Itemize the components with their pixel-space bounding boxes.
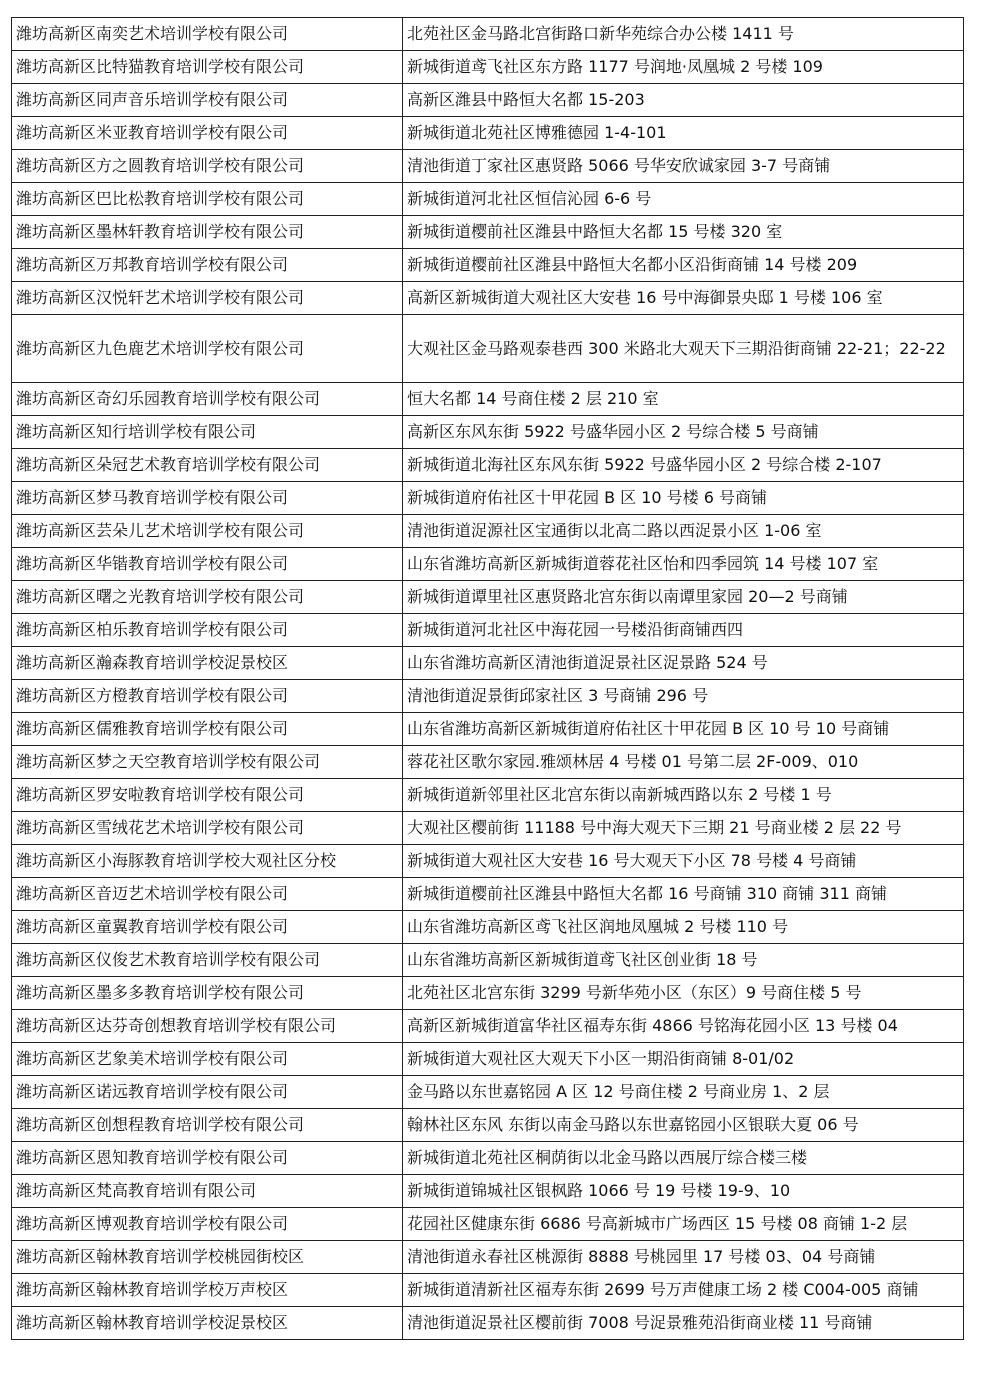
table-row — [12, 614, 964, 647]
school-name-cell: 潍坊高新区芸朵儿艺术培训学校有限公司 — [12, 515, 403, 548]
school-address-cell: 新城街道北苑社区博雅德园 1-4-101 — [403, 117, 964, 150]
table-row — [12, 548, 964, 581]
school-address-cell: 新城街道鸢飞社区东方路 1177 号润地·凤凰城 2 号楼 109 — [403, 51, 964, 84]
school-name-cell: 潍坊高新区小海豚教育培训学校大观社区分校 — [12, 845, 403, 878]
school-address-cell: 清池街道永春社区桃源街 8888 号桃园里 17 号楼 03、04 号商铺 — [403, 1241, 964, 1274]
school-name-cell: 潍坊高新区翰林教育培训学校浞景校区 — [12, 1307, 403, 1340]
school-name-cell: 潍坊高新区梵高教育培训有限公司 — [12, 1175, 403, 1208]
school-address-cell: 高新区潍县中路恒大名都 15-203 — [403, 84, 964, 117]
table-row — [12, 1274, 964, 1307]
table-row — [12, 18, 964, 51]
school-address-cell: 清池街道丁家社区惠贤路 5066 号华安欣诚家园 3-7 号商铺 — [403, 150, 964, 183]
school-name-cell: 潍坊高新区达芬奇创想教育培训学校有限公司 — [12, 1010, 403, 1043]
table-row — [12, 1175, 964, 1208]
school-address-cell: 新城街道樱前社区潍县中路恒大名都 15 号楼 320 室 — [403, 216, 964, 249]
table-row — [12, 1307, 964, 1340]
table-row — [12, 1010, 964, 1043]
school-address-cell: 新城街道新邻里社区北宫东街以南新城西路以东 2 号楼 1 号 — [403, 779, 964, 812]
school-address-cell: 新城街道河北社区恒信沁园 6-6 号 — [403, 183, 964, 216]
school-address-cell: 新城街道樱前社区潍县中路恒大名都 16 号商铺 310 商铺 311 商铺 — [403, 878, 964, 911]
school-name-cell: 潍坊高新区雪绒花艺术培训学校有限公司 — [12, 812, 403, 845]
school-address-cell: 新城街道北苑社区桐荫街以北金马路以西展厅综合楼三楼 — [403, 1142, 964, 1175]
school-address-cell: 新城街道大观社区大观天下小区一期沿街商铺 8-01/02 — [403, 1043, 964, 1076]
school-name-cell: 潍坊高新区南奕艺术培训学校有限公司 — [12, 18, 403, 51]
table-row — [12, 944, 964, 977]
table-row — [12, 1241, 964, 1274]
school-name-cell: 潍坊高新区米亚教育培训学校有限公司 — [12, 117, 403, 150]
school-name-cell: 潍坊高新区博观教育培训学校有限公司 — [12, 1208, 403, 1241]
school-address-cell: 新城街道河北社区中海花园一号楼沿街商铺西四 — [403, 614, 964, 647]
school-name-cell: 潍坊高新区柏乐教育培训学校有限公司 — [12, 614, 403, 647]
table-row — [12, 845, 964, 878]
school-address-cell: 高新区新城街道大观社区大安巷 16 号中海御景央邸 1 号楼 106 室 — [403, 282, 964, 315]
table-row — [12, 878, 964, 911]
table-row — [12, 84, 964, 117]
school-address-cell: 清池街道浞景社区樱前街 7008 号浞景雅苑沿街商业楼 11 号商铺 — [403, 1307, 964, 1340]
school-address-cell: 大观社区樱前街 11188 号中海大观天下三期 21 号商业楼 2 层 22 号 — [403, 812, 964, 845]
table-row — [12, 779, 964, 812]
table-row — [12, 680, 964, 713]
table-row — [12, 282, 964, 315]
table-row — [12, 416, 964, 449]
school-name-cell: 潍坊高新区知行培训学校有限公司 — [12, 416, 403, 449]
table-row — [12, 482, 964, 515]
school-address-cell: 花园社区健康东街 6686 号高新城市广场西区 15 号楼 08 商铺 1-2 层 — [403, 1208, 964, 1241]
school-address-cell: 新城街道大观社区大安巷 16 号大观天下小区 78 号楼 4 号商铺 — [403, 845, 964, 878]
school-name-cell: 潍坊高新区墨多多教育培训学校有限公司 — [12, 977, 403, 1010]
school-address-cell: 清池街道浞景街邱家社区 3 号商铺 296 号 — [403, 680, 964, 713]
school-address-cell: 新城街道谭里社区惠贤路北宫东街以南谭里家园 20—2 号商铺 — [403, 581, 964, 614]
table-row — [12, 1043, 964, 1076]
school-name-cell: 潍坊高新区恩知教育培训学校有限公司 — [12, 1142, 403, 1175]
school-name-cell: 潍坊高新区梦马教育培训学校有限公司 — [12, 482, 403, 515]
table-row — [12, 1208, 964, 1241]
school-address-cell: 山东省潍坊高新区新城街道鸢飞社区创业街 18 号 — [403, 944, 964, 977]
school-address-table-wrapper — [11, 17, 963, 1340]
table-row — [12, 383, 964, 416]
school-name-cell: 潍坊高新区童翼教育培训学校有限公司 — [12, 911, 403, 944]
table-row — [12, 581, 964, 614]
school-address-cell: 北苑社区北宫东街 3299 号新华苑小区（东区）9 号商住楼 5 号 — [403, 977, 964, 1010]
table-row — [12, 977, 964, 1010]
school-address-cell: 新城街道樱前社区潍县中路恒大名都小区沿街商铺 14 号楼 209 — [403, 249, 964, 282]
school-name-cell: 潍坊高新区墨林轩教育培训学校有限公司 — [12, 216, 403, 249]
school-address-cell: 恒大名都 14 号商住楼 2 层 210 室 — [403, 383, 964, 416]
table-row — [12, 150, 964, 183]
school-address-table — [11, 17, 964, 1340]
school-address-cell: 山东省潍坊高新区新城街道府佑社区十甲花园 B 区 10 号 10 号商铺 — [403, 713, 964, 746]
table-row — [12, 315, 964, 383]
school-name-cell: 潍坊高新区同声音乐培训学校有限公司 — [12, 84, 403, 117]
school-name-cell: 潍坊高新区方之圆教育培训学校有限公司 — [12, 150, 403, 183]
school-address-cell: 新城街道清新社区福寿东街 2699 号万声健康工场 2 楼 C004-005 商铺 — [403, 1274, 964, 1307]
school-name-cell: 潍坊高新区仪俊艺术教育培训学校有限公司 — [12, 944, 403, 977]
table-body — [12, 18, 964, 1340]
school-name-cell: 潍坊高新区罗安啦教育培训学校有限公司 — [12, 779, 403, 812]
table-row — [12, 216, 964, 249]
school-name-cell: 潍坊高新区音迈艺术培训学校有限公司 — [12, 878, 403, 911]
school-name-cell: 潍坊高新区梦之天空教育培训学校有限公司 — [12, 746, 403, 779]
school-address-cell: 翰林社区东风 东街以南金马路以东世嘉铭园小区银联大夏 06 号 — [403, 1109, 964, 1142]
school-name-cell: 潍坊高新区艺象美术培训学校有限公司 — [12, 1043, 403, 1076]
table-row — [12, 746, 964, 779]
school-name-cell: 潍坊高新区瀚森教育培训学校浞景校区 — [12, 647, 403, 680]
school-name-cell: 潍坊高新区汉悦轩艺术培训学校有限公司 — [12, 282, 403, 315]
table-row — [12, 812, 964, 845]
table-row — [12, 183, 964, 216]
school-address-cell: 山东省潍坊高新区鸢飞社区润地凤凰城 2 号楼 110 号 — [403, 911, 964, 944]
table-row — [12, 515, 964, 548]
school-address-cell: 山东省潍坊高新区新城街道蓉花社区怡和四季园筑 14 号楼 107 室 — [403, 548, 964, 581]
table-row — [12, 1109, 964, 1142]
table-row — [12, 647, 964, 680]
table-row — [12, 1142, 964, 1175]
school-name-cell: 潍坊高新区儒雅教育培训学校有限公司 — [12, 713, 403, 746]
school-name-cell: 潍坊高新区朵冠艺术教育培训学校有限公司 — [12, 449, 403, 482]
school-name-cell: 潍坊高新区创想程教育培训学校有限公司 — [12, 1109, 403, 1142]
school-name-cell: 潍坊高新区诺远教育培训学校有限公司 — [12, 1076, 403, 1109]
school-name-cell: 潍坊高新区华锴教育培训学校有限公司 — [12, 548, 403, 581]
school-address-cell: 金马路以东世嘉铭园 A 区 12 号商住楼 2 号商业房 1、2 层 — [403, 1076, 964, 1109]
table-row — [12, 713, 964, 746]
school-address-cell: 北苑社区金马路北宫街路口新华苑综合办公楼 1411 号 — [403, 18, 964, 51]
school-address-cell: 山东省潍坊高新区清池街道浞景社区浞景路 524 号 — [403, 647, 964, 680]
school-address-cell: 高新区新城街道富华社区福寿东街 4866 号铭海花园小区 13 号楼 04 — [403, 1010, 964, 1043]
table-row — [12, 51, 964, 84]
table-row — [12, 911, 964, 944]
school-name-cell: 潍坊高新区奇幻乐园教育培训学校有限公司 — [12, 383, 403, 416]
school-address-cell: 新城街道府佑社区十甲花园 B 区 10 号楼 6 号商铺 — [403, 482, 964, 515]
school-address-cell: 清池街道浞源社区宝通街以北高二路以西浞景小区 1-06 室 — [403, 515, 964, 548]
table-row — [12, 1076, 964, 1109]
school-address-cell: 高新区东风东街 5922 号盛华园小区 2 号综合楼 5 号商铺 — [403, 416, 964, 449]
school-name-cell: 潍坊高新区翰林教育培训学校桃园街校区 — [12, 1241, 403, 1274]
school-name-cell: 潍坊高新区翰林教育培训学校万声校区 — [12, 1274, 403, 1307]
school-address-cell: 新城街道北海社区东风东街 5922 号盛华园小区 2 号综合楼 2-107 — [403, 449, 964, 482]
school-address-cell: 大观社区金马路观泰巷西 300 米路北大观天下三期沿街商铺 22-21；22-22 — [403, 315, 964, 383]
school-name-cell: 潍坊高新区方橙教育培训学校有限公司 — [12, 680, 403, 713]
school-name-cell: 潍坊高新区万邦教育培训学校有限公司 — [12, 249, 403, 282]
school-address-cell: 蓉花社区歌尔家园.雅颂林居 4 号楼 01 号第二层 2F-009、010 — [403, 746, 964, 779]
table-row — [12, 249, 964, 282]
school-name-cell: 潍坊高新区曙之光教育培训学校有限公司 — [12, 581, 403, 614]
table-row — [12, 117, 964, 150]
school-name-cell: 潍坊高新区比特猫教育培训学校有限公司 — [12, 51, 403, 84]
school-name-cell: 潍坊高新区九色鹿艺术培训学校有限公司 — [12, 315, 403, 383]
school-address-cell: 新城街道锦城社区银枫路 1066 号 19 号楼 19-9、10 — [403, 1175, 964, 1208]
table-row — [12, 449, 964, 482]
school-name-cell: 潍坊高新区巴比松教育培训学校有限公司 — [12, 183, 403, 216]
